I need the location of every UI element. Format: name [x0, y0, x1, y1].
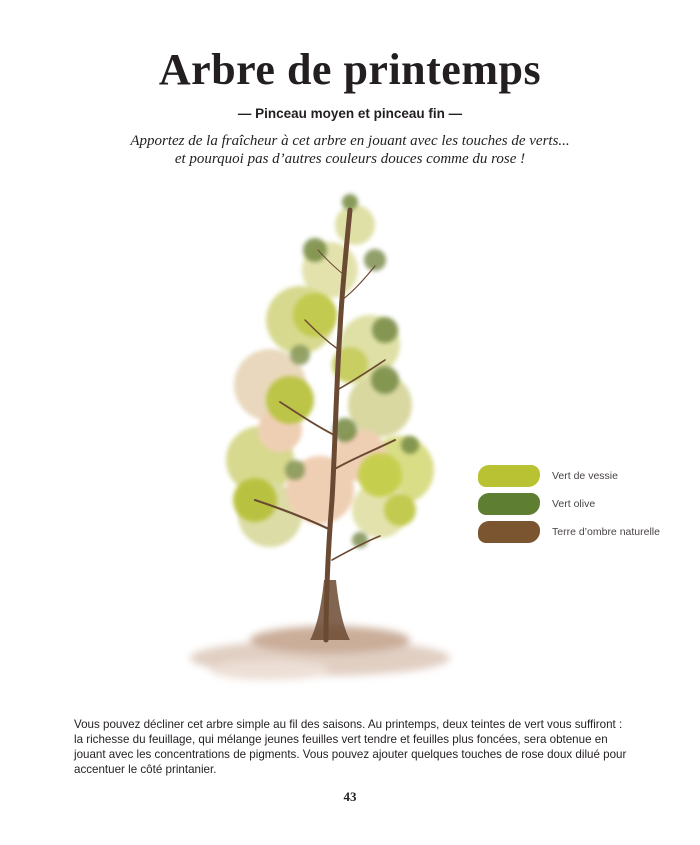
swatch-terre-d-ombre — [478, 521, 540, 543]
intro-line: et pourquoi pas d’autres couleurs douces comme du rose ! — [174, 151, 526, 167]
intro-line: Apportez de la fraîcheur à cet arbre en jouant avec les touches de verts... — [130, 133, 570, 149]
trunk-base — [310, 580, 350, 640]
body-paragraph: Vous pouvez décliner cet arbre simple au fil des saisons. Au printemps, deux teintes de vert vous suffiront : la richesse du feuillage, qui mélange jeunes feuilles vert tendre et feuilles plus foncées, sera obtenue en jouant avec les concentrations de pigments. Vous pouvez ajouter quelques touches de rose doux dilué pour accentuer le côté printanier. — [74, 718, 627, 776]
intro-text — [100, 132, 600, 168]
swatch-label: Vert de vessie — [552, 470, 618, 482]
page-number: 43 — [343, 789, 357, 804]
color-swatches — [478, 462, 678, 546]
swatch-row — [478, 462, 678, 490]
tree-illustration — [150, 170, 490, 710]
swatch-vert-olive — [478, 493, 540, 515]
swatch-row — [478, 490, 678, 518]
swatch-vert-de-vessie — [478, 465, 540, 487]
swatch-label: Vert olive — [552, 498, 596, 510]
page-title: Arbre de printemps — [158, 45, 542, 94]
page-subtitle: — Pinceau moyen et pinceau fin — — [237, 106, 463, 121]
swatch-label: Terre d’ombre naturelle — [552, 526, 660, 538]
swatch-row — [478, 518, 678, 546]
